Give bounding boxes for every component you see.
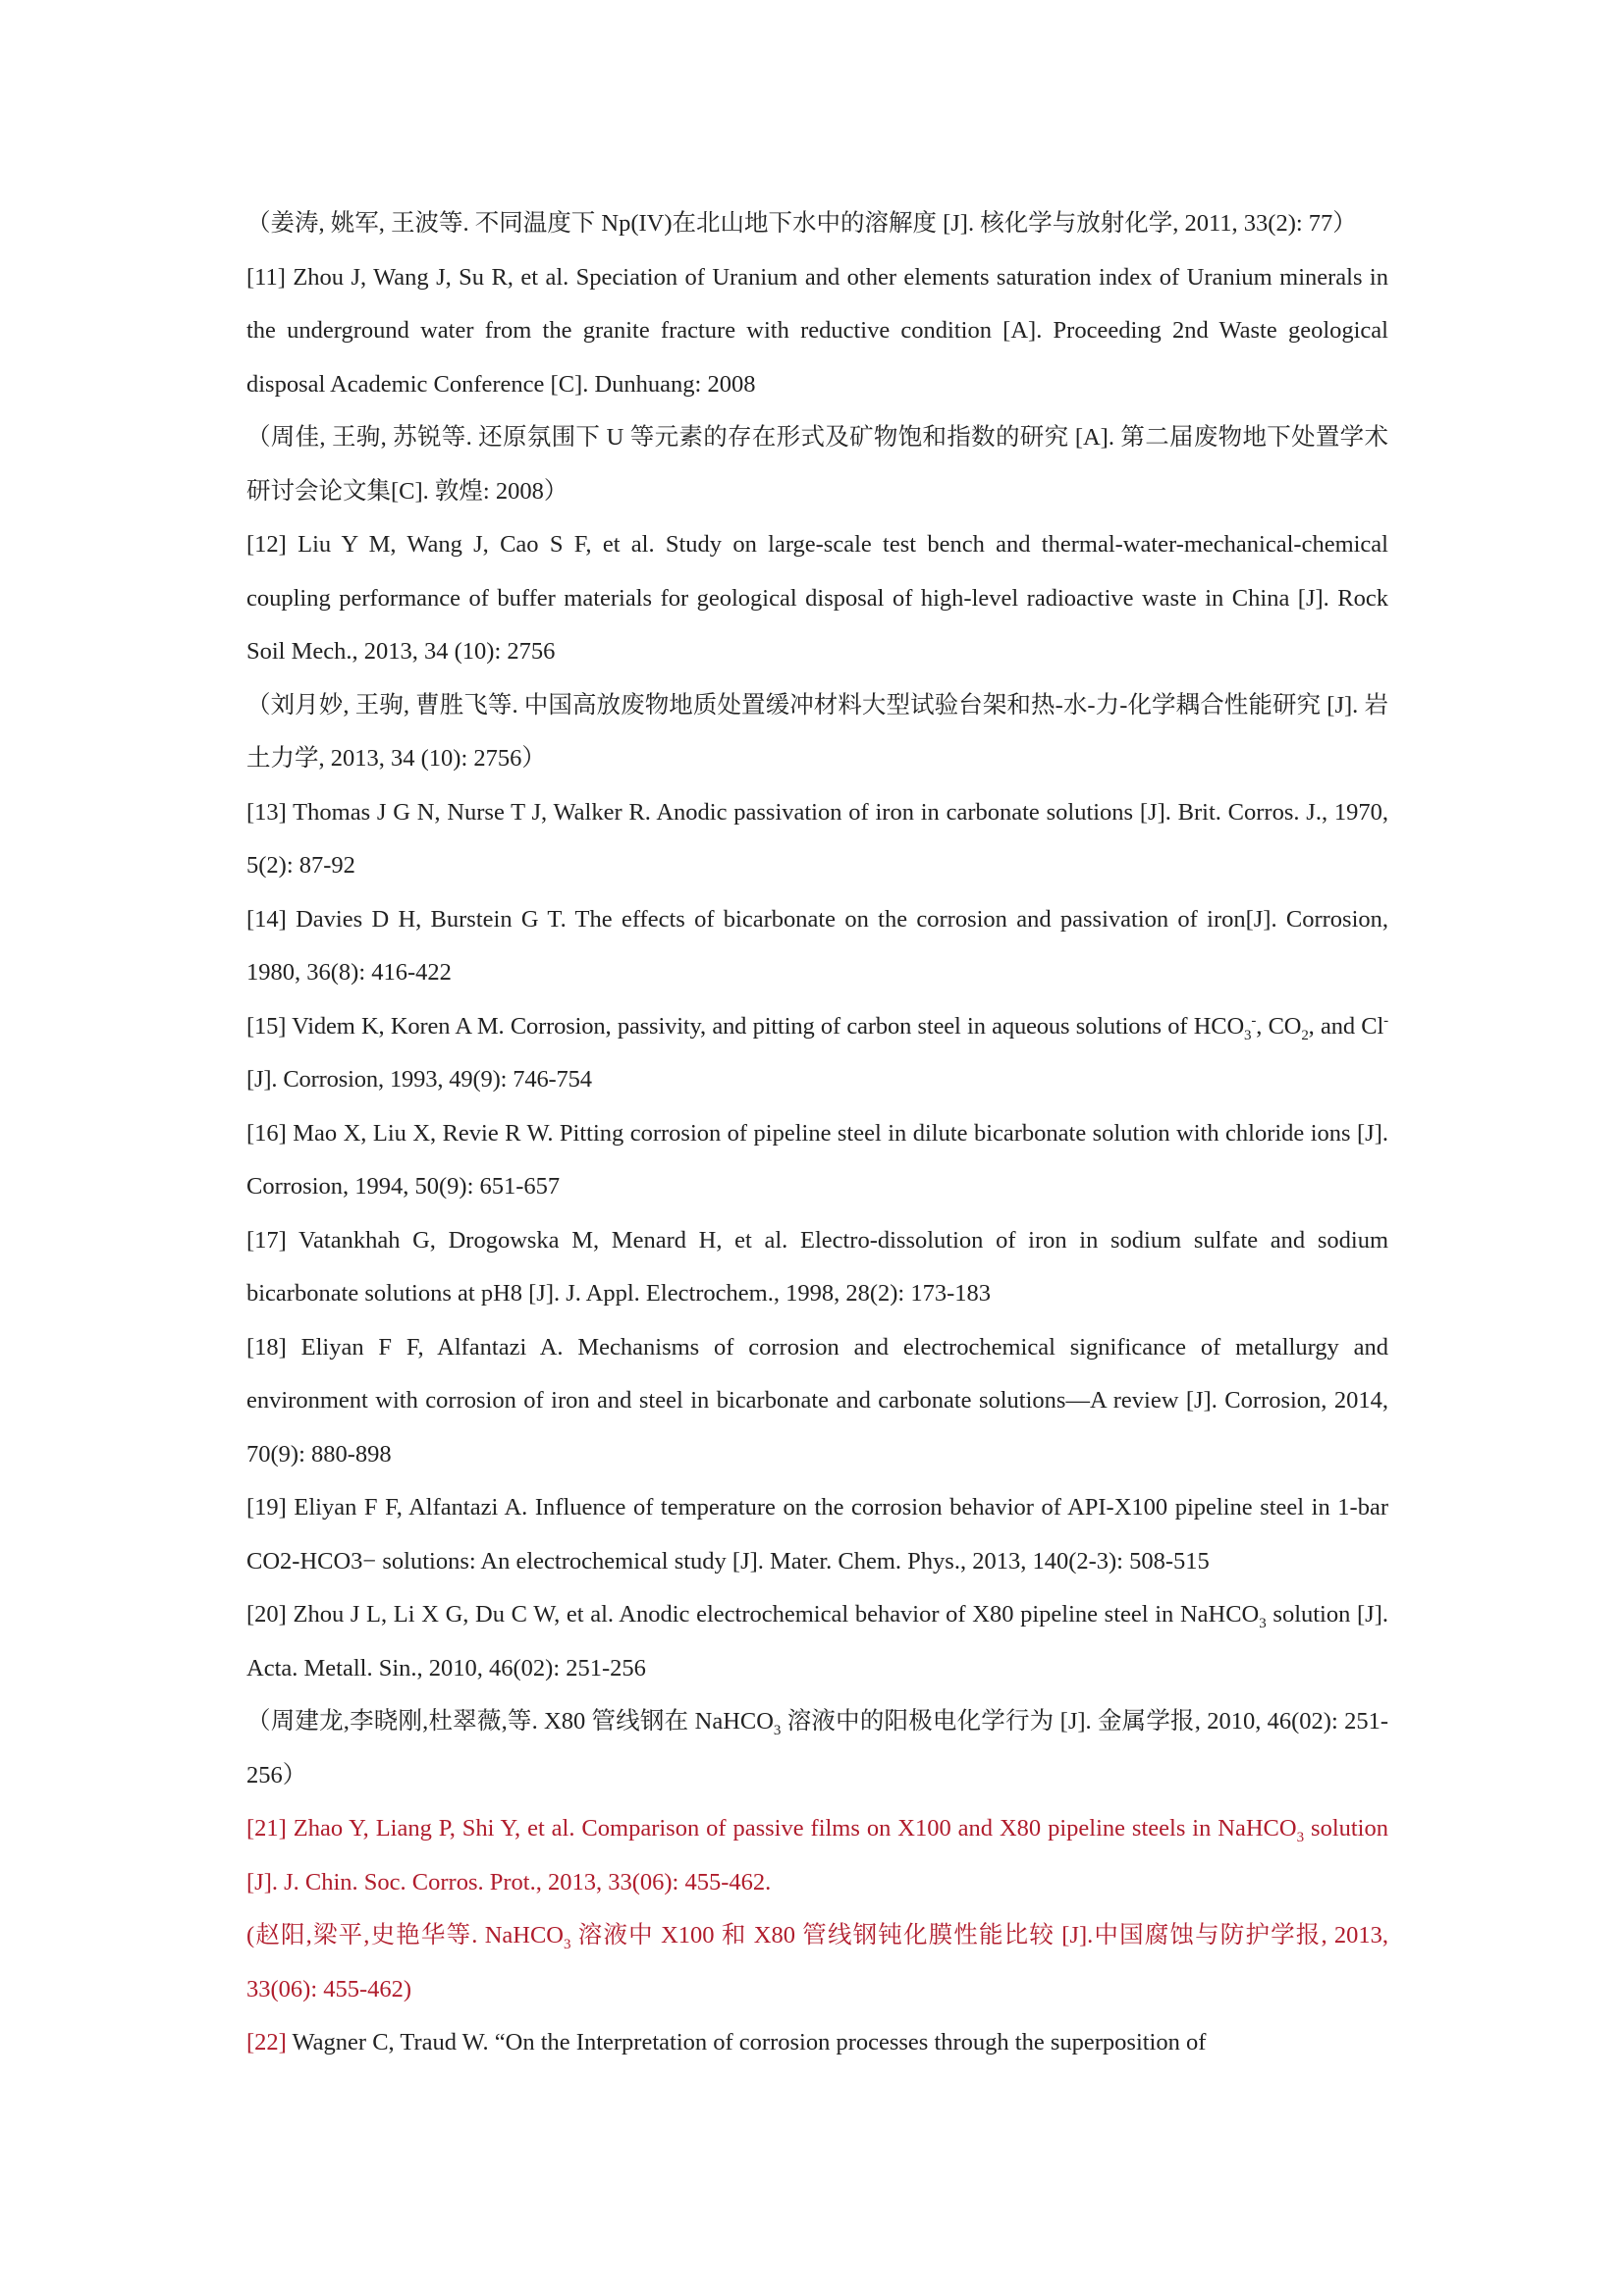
reference-21-chinese: (赵阳,梁平,史艳华等. NaHCO$_3$ 溶液中 X100 和 X80 管线钢钝化膜性能比较 [J].中国腐蚀与防护学报, 2013, 33(06): 455-462): [246, 1922, 1388, 2002]
reference-12: [12] Liu Y M, Wang J, Cao S F, et al. Study on large-scale test bench and thermal-water-mechanical-chemical coupling performance of buffer materials for geological disposal of high-level radioactive waste in China [J]. Rock Soil Mech., 2013, 34 (10): 2756: [246, 531, 1388, 665]
reference-14: [14] Davies D H, Burstein G T. The effects of bicarbonate on the corrosion and passivation of iron[J]. Corrosion, 1980, 36(8): 416-422: [246, 905, 1388, 986]
reference-11-chinese: （周佳, 王驹, 苏锐等. 还原氛围下 U 等元素的存在形式及矿物饱和指数的研究 [A]. 第二届废物地下处置学术研讨会论文集[C]. 敦煌: 2008）: [246, 424, 1388, 505]
reference-11: [11] Zhou J, Wang J, Su R, et al. Speciation of Uranium and other elements saturation index of Uranium minerals in the underground water from the granite fracture with reductive condition [A]. Proceeding 2nd Waste geological disposal Academic Conference [C]. Dunhuang: 2008: [246, 263, 1388, 398]
reference-20-chinese: （周建龙,李晓刚,杜翠薇,等. X80 管线钢在 NaHCO$_3$ 溶液中的阳极电化学行为 [J]. 金属学报, 2010, 46(02): 251-256）: [246, 1708, 1388, 1789]
reference-12-chinese: （刘月妙, 王驹, 曹胜飞等. 中国高放废物地质处置缓冲材料大型试验台架和热-水-力-化学耦合性能研究 [J]. 岩土力学, 2013, 34 (10): 2756）: [246, 691, 1388, 772]
reference-17: [17] Vatankhah G, Drogowska M, Menard H, et al. Electro-dissolution of iron in sodium sulfate and sodium bicarbonate solutions at pH8 [J]. J. Appl. Electrochem., 1998, 28(2): 173-183: [246, 1226, 1388, 1307]
reference-20: [20] Zhou J L, Li X G, Du C W, et al. Anodic electrochemical behavior of X80 pipeline steel in NaHCO$_3$ solution [J]. Acta. Metall. Sin., 2010, 46(02): 251-256: [246, 1601, 1388, 1682]
reference-18: [18] Eliyan F F, Alfantazi A. Mechanisms of corrosion and electrochemical significance of metallurgy and environment with corrosion of iron and steel in bicarbonate and carbonate solutions—A review [J]. Corrosion, 2014, 70(9): 880-898: [246, 1333, 1388, 1468]
reference-22: [22] Wagner C, Traud W. “On the Interpretation of corrosion processes through the superposition of: [246, 2029, 1207, 2056]
reference-10-chinese: （姜涛, 姚军, 王波等. 不同温度下 Np(IV)在北山地下水中的溶解度 [J]. 核化学与放射化学, 2011, 33(2): 77）: [246, 210, 1357, 237]
reference-15: [15] Videm K, Koren A M. Corrosion, passivity, and pitting of carbon steel in aqueous solutions of $HCO_3^-$, $CO_2$, and Cl- [J]. Corrosion, 1993, 49(9): 746-754: [246, 1012, 1389, 1093]
reference-list: [246, 197, 1388, 2070]
reference-19: [19] Eliyan F F, Alfantazi A. Influence of temperature on the corrosion behavior of API-X100 pipeline steel in 1-bar CO2-HCO3− solutions: An electrochemical study [J]. Mater. Chem. Phys., 2013, 140(2-3): 508-515: [246, 1494, 1388, 1575]
reference-13: [13] Thomas J G N, Nurse T J, Walker R. Anodic passivation of iron in carbonate solutions [J]. Brit. Corros. J., 1970, 5(2): 87-92: [246, 798, 1388, 879]
reference-16: [16] Mao X, Liu X, Revie R W. Pitting corrosion of pipeline steel in dilute bicarbonate solution with chloride ions [J]. Corrosion, 1994, 50(9): 651-657: [246, 1119, 1388, 1200]
reference-21: [21] Zhao Y, Liang P, Shi Y, et al. Comparison of passive films on X100 and X80 pipeline steels in NaHCO$_3$ solution [J]. J. Chin. Soc. Corros. Prot., 2013, 33(06): 455-462.: [246, 1815, 1388, 1896]
reference-22-number: [22]: [246, 2029, 287, 2056]
